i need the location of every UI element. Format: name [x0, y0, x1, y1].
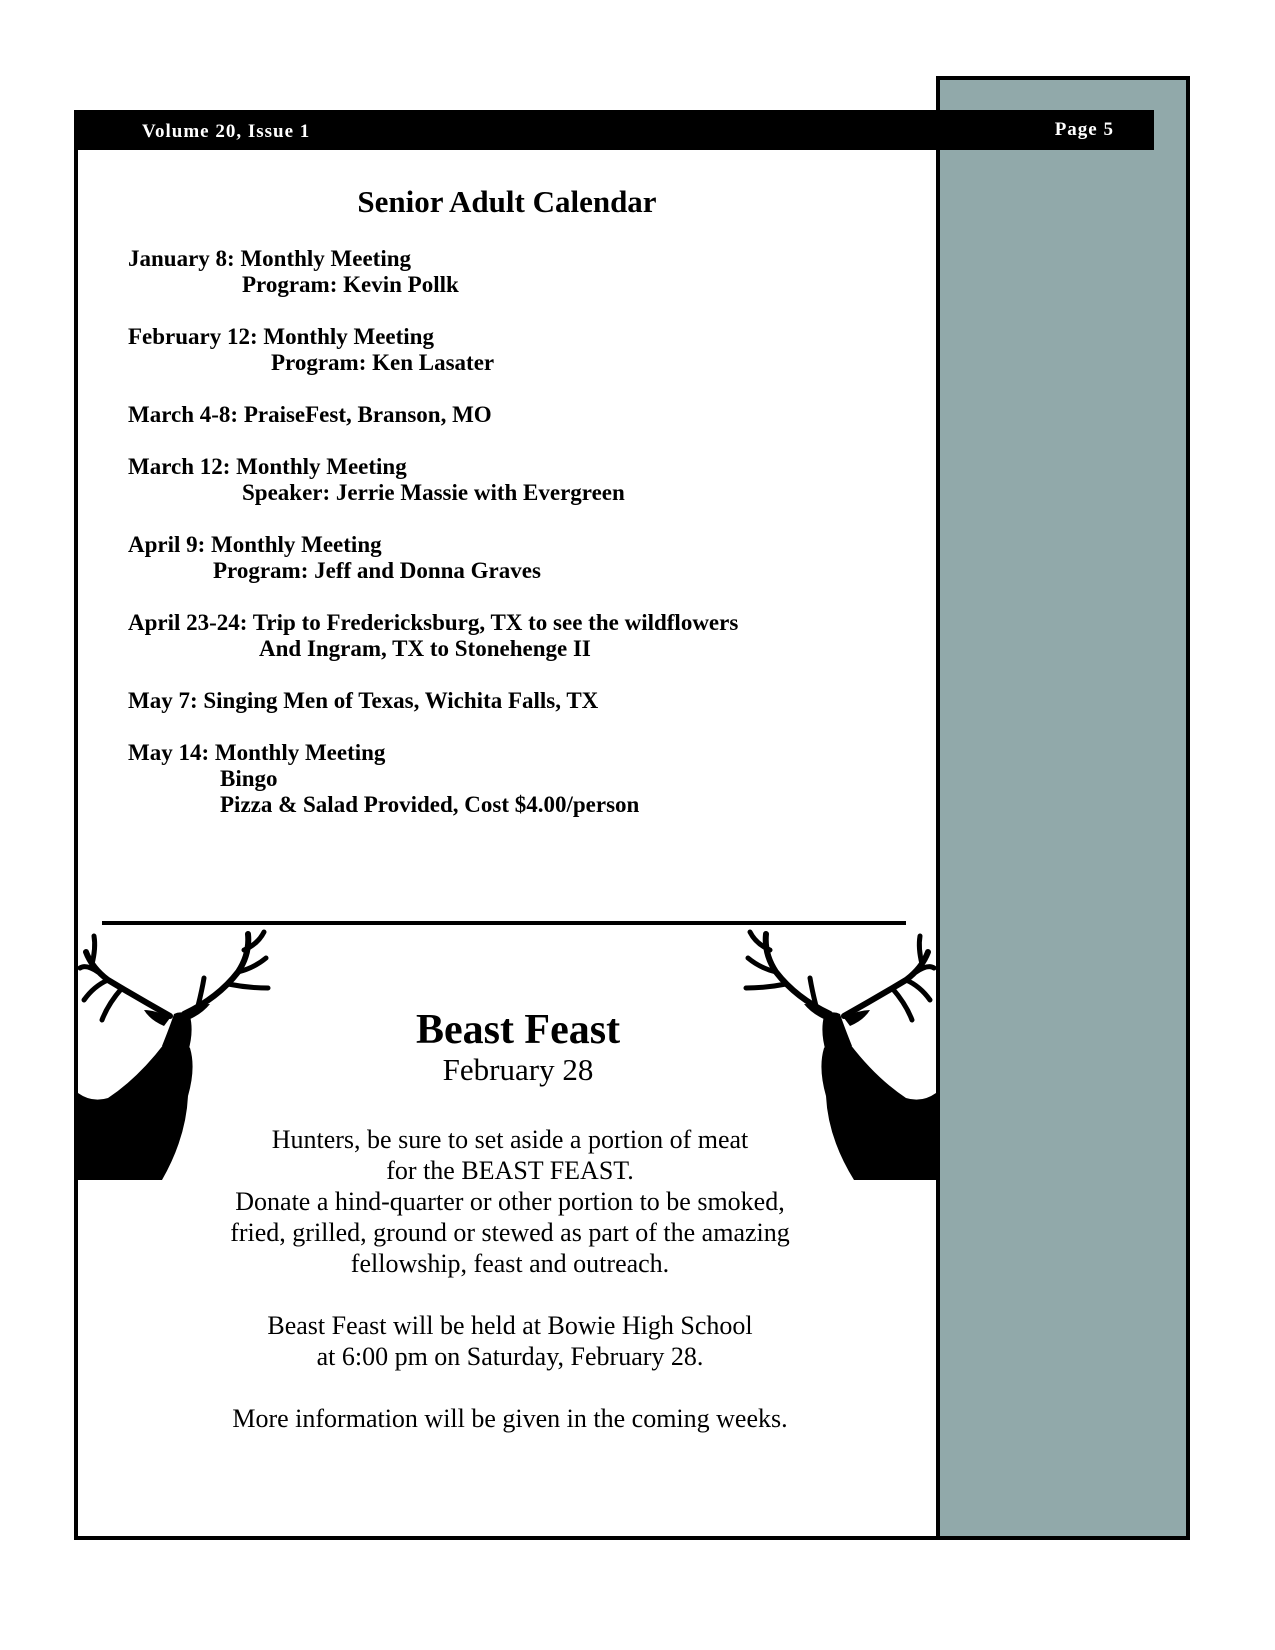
event-main: January 8: Monthly Meeting	[128, 246, 412, 271]
feast-title: Beast Feast	[415, 1007, 621, 1053]
event-main: February 12: Monthly Meeting	[128, 324, 434, 349]
feast-line: fellowship, feast and outreach.	[350, 1249, 670, 1278]
event-main: March 4-8: PraiseFest, Branson, MO	[128, 402, 492, 427]
event-main: May 14: Monthly Meeting	[128, 740, 386, 765]
calendar-event	[128, 402, 918, 428]
feast-line: Beast Feast will be held at Bowie High School	[267, 1311, 753, 1340]
event-main: May 7: Singing Men of Texas, Wichita Falls, TX	[128, 688, 599, 713]
event-detail: Program: Ken Lasater	[271, 350, 495, 375]
event-detail: Program: Jeff and Donna Graves	[213, 558, 541, 583]
paragraph-gap	[160, 1372, 860, 1403]
calendar-event	[128, 246, 918, 298]
section-divider	[102, 921, 906, 925]
feast-line: Donate a hind-quarter or other portion to be smoked,	[235, 1187, 785, 1216]
page-number: Page 5	[1054, 119, 1114, 140]
event-detail: Pizza & Salad Provided, Cost $4.00/person	[220, 792, 640, 817]
calendar-event	[128, 740, 918, 818]
header-bar	[74, 110, 1154, 150]
feast-body	[160, 1124, 860, 1434]
calendar-event	[128, 454, 918, 506]
volume-label: Volume 20, Issue 1	[142, 121, 311, 142]
calendar-title: Senior Adult Calendar	[357, 184, 657, 219]
event-main: April 23-24: Trip to Fredericksburg, TX to see the wildflowers	[128, 610, 739, 635]
side-panel	[936, 76, 1190, 1540]
feast-line: More information will be given in the coming weeks.	[232, 1404, 788, 1433]
event-detail: Bingo	[220, 766, 278, 791]
calendar-event	[128, 324, 918, 376]
event-detail: Program: Kevin Pollk	[242, 272, 459, 297]
calendar-list	[128, 246, 918, 844]
feast-line: Hunters, be sure to set aside a portion of meat	[271, 1125, 749, 1154]
feast-date: February 28	[442, 1052, 594, 1087]
event-detail: Speaker: Jerrie Massie with Evergreen	[242, 480, 625, 505]
calendar-event	[128, 688, 918, 714]
feast-line: fried, grilled, ground or stewed as part of the amazing	[230, 1218, 790, 1247]
event-main: April 9: Monthly Meeting	[128, 532, 382, 557]
calendar-event	[128, 610, 918, 662]
feast-line: at 6:00 pm on Saturday, February 28.	[316, 1342, 704, 1371]
event-detail: And Ingram, TX to Stonehenge II	[259, 636, 591, 661]
event-main: March 12: Monthly Meeting	[128, 454, 407, 479]
feast-line: for the BEAST FEAST.	[386, 1156, 634, 1185]
calendar-event	[128, 532, 918, 584]
paragraph-gap	[160, 1279, 860, 1310]
